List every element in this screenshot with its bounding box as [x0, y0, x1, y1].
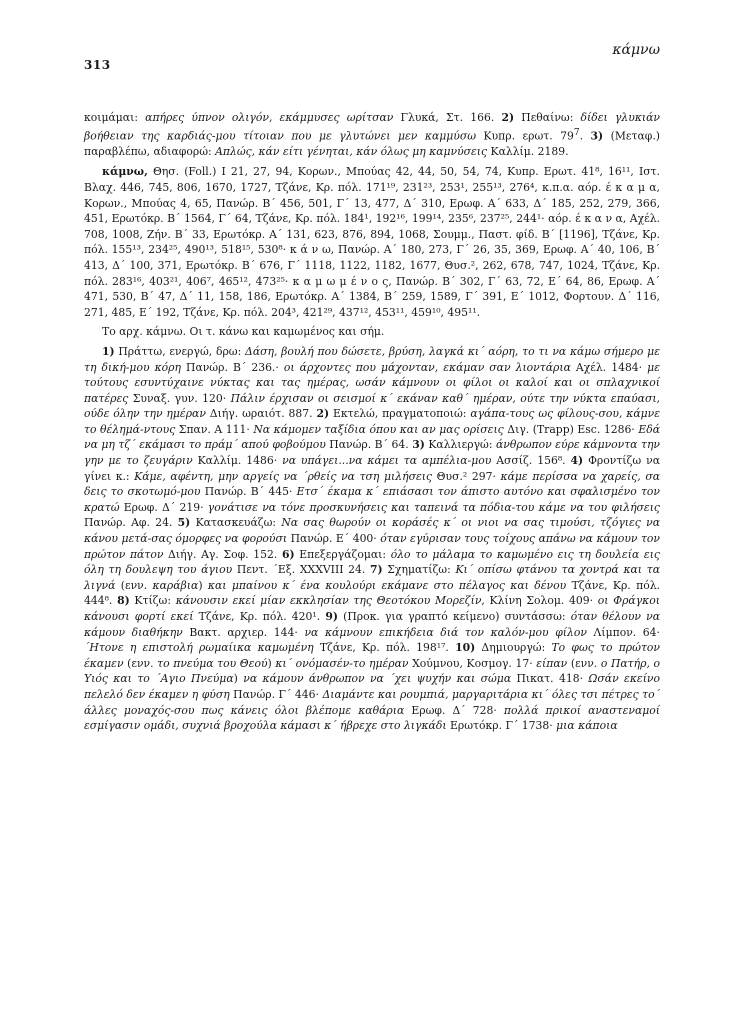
running-head: κάμνω: [612, 42, 660, 58]
entry-references: Θησ. (Foll.) Ι 21, 27, 94, Κορων., Μπούας 42, 44, 50, 54, 74, Κυπρ. Ερωτ. 41⁸, 16¹¹, Ιστ. Βλαχ. 446, 745, 806, 1670, 1727, Τζάνε, Κρ. πόλ. 171¹⁹, 231²³, 253¹, 255¹³, 276⁴, κ.π.α. αόρ. έ κ α μ α, Κορων., Μπούας 4, 65, Πανώρ. Β΄ 456, 501, Γ΄ 13, 477, Δ΄ 310, Ερωφ. Α΄ 633, Δ΄ 185, 252, 279, 366, 451, Ερωτόκρ. Β΄ 1564, Γ΄ 64, Τζάνε, Κρ. πόλ. 184¹, 192¹⁶, 199¹⁴, 235⁶, 237²⁵, 244¹· αόρ. έ κ α ν α, Αχέλ. 708, 1008, Ζήν. Β΄ 33, Ερωτόκρ. Α΄ 131, 623, 876, 894, 1068, Σουμμ., Παστ. φίδ. Β΄ [1196], Τζάνε, Κρ. πόλ. 155¹³, 234²⁵, 490¹³, 518¹⁵, 530⁸· κ ά ν ω, Πανώρ. Α΄ 180, 273, Γ΄ 26, 35, 369, Ερωφ. Α΄ 40, 106, Β΄ 413, Δ΄ 100, 371, Ερωτόκρ. Β΄ 676, Γ΄ 1118, 1122, 1182, 1677, Θυσ.², 262, 678, 747, 1024, Τζάνε, Κρ. πόλ. 283¹⁶, 403²¹, 406⁷, 465¹², 473²⁵· κ α μ ω μ έ ν ο ς, Πανώρ. Β΄ 302, Γ΄ 63, 72, Ε΄ 64, 86, Ερωφ. Α΄ 471, 530, Β΄ 47, Δ΄ 11, 158, 186, Ερωτόκρ. Α΄ 1384, Β΄ 259, 1589, Γ΄ 391, Ε΄ 1012, Φορτουν. Δ΄ 116, 271, 485, Ε΄ 192, Τζάνε, Κρ. πόλ. 204³, 421²⁹, 437¹², 453¹¹, 459¹⁰, 495¹¹.: [84, 165, 660, 319]
senses-paragraph: 1) Πράττω, ενεργώ, δρω: Δάση, βουλή που δώσετε, βρύση, λαγκά κι΄ αόρη, το τι να κάμω σήμερο με τη δική-μου κόρη Πανώρ. Β΄ 236.· οι άρχοντες που μάχονταν, εκάμαν σαν λιοντάρια Αχέλ. 1484· με τούτους εσυντύχαινε νύκτας και τας ημέρας, ωσάν κάμνουν οι φίλοι οι καλοί και οι σπλαχνικοί πατέρες Συναξ. γυν. 120· Πάλιν έρχισαν οι σεισμοί κ΄ εκάναν καθ΄ ημέραν, ούτε την νύκτα επαύασι, ούδε όλην την ημέραν Διήγ. ωραιότ. 887. 2) Εκτελώ, πραγματοποιώ: αγάπα-τους ως φίλους-σου, κάμνε το θέλημά-ντους Σπαν. Α 111· Να κάμομεν ταξίδια όπου και αν μας ορίσεις Διγ. (Trapp) Esc. 1286· Εδά να μη τζ΄ εκάμασι το πράμ΄ απού φοβούμου Πανώρ. Β΄ 64. 3) Καλλιεργώ: άνθρωπον εύρε κάμνοντα την γην με το ζευγάριν Καλλίμ. 1486· να υπάγει...να κάμει τα αμπέλια-μου Ασσίζ. 156⁸. 4) Φροντίζω να γίνει κ.: Κάμε, αφέντη, μην αργείς να ΄ρθείς να τση μιλήσεις Θυσ.² 297· κάμε περίσσα να χαρείς, σα δεις το σκοτωμό-μου Πανώρ. Β΄ 445· Ετσ΄ έκαμα κ΄ επιάσασι τον άπιστο αυτόνο και σφαλισμένο τον κρατώ Ερωφ. Δ΄ 219· γονάτισε να τόνε προσκυνήσεις και ταπεινά τα πόδια-του κάμε να του φιλήσεις Πανώρ. Αφ. 24. 5) Κατασκευάζω: Να σας θωρούν οι κοράσές κ΄ οι νιοι να σας τιμούσι, τζόγιες να κάνου μετά-σας όμορφες να φορούσι Πανώρ. Ε΄ 400· όταν εγύρισαν τους τοίχους απάνω να κάμουν τον πρώτον πάτον Διήγ. Αγ. Σοφ. 152. 6) Επεξεργάζομαι: όλο το μάλαμα το καμωμένο εις τη δουλεία εις όλη τη δουλεψη του άγιου Πεντ. ΄Εξ. ΧΧΧVIII 24. 7) Σχηματίζω: Κι΄ οπίσω φτάνου τα χοντρά και τα λιγνά (ενν. καράβια) και μπαίνου κ΄ ένα κουλούρι εκάμανε στο πέλαγος και δένου Τζάνε, Κρ. πόλ. 444⁸. 8) Κτίζω: κάνουσιν εκεί μίαν εκκλησίαν της Θεοτόκου Μορεζίν, Κλίνη Σολομ. 409· οι Φράγκοι κάνουσι φορτί εκεί Τζάνε, Κρ. πόλ. 420¹. 9) (Προκ. για γραπτό κείμενο) συντάσσω: όταν θέλουν να κάμουν διαθήκην Βακτ. αρχιερ. 144· να κάμνουν επικήδεια διά τον καλόν-μου φίλον Λίμπον. 64· ΄Ητονε η επιστολή ρωμαίικα καμωμένη Τζάνε, Κρ. πόλ. 198¹⁷. 10) Δημιουργώ: Το φως το πρώτον έκαμεν (ενν. το πνεύμα του Θεού) κι΄ ονόμασέν-το ημέραν Χούμνου, Κοσμογ. 17· είπαν (ενν. ο Πατήρ, ο Υιός και το ΄Αγιο Πνεύμα) να κάμουν άνθρωπον να ΄χει ψυχήν και σώμα Πικατ. 418· Ωσάν εκείνο πελελό δεν έκαμεν η φύση Πανώρ. Γ΄ 446· Διαμάντε και ρουμπιά, μαργαριτάρια κι΄ όλες τσι πέτρες το΄ άλλες μοναχός-σου πως κάνεις όλοι βλέπομε καθάρια Ερωφ. Δ΄ 728· πολλά πρικοί αναστεναμοί εσμίγασιν ομάδι, συχνιά βροχούλα κάμασι κ΄ ήβρεχε στο λιγκάδι Ερωτόκρ. Γ΄ 1738· μια κάποια: [84, 344, 661, 733]
etymology-paragraph: Το αρχ. κάμνω. Οι τ. κάνω και καμωμένος και σήμ.: [102, 325, 385, 339]
entry-head-paragraph: [84, 164, 660, 320]
entry-text: [84, 110, 660, 734]
page-header: [84, 42, 660, 76]
continuation-paragraph: κοιμάμαι: απήρες ύπνον ολιγόν, εκάμμυσες ωρίτσαν Γλυκά, Στ. 166. 2) Πεθαίνω: δίδει γλυκιάν βοήθειαν της καρδιάς-μου τίτοιαν που με γλυτώνει μεν καμμύσω Κυπρ. ερωτ. $79^7$. 3) (Μεταφ.) παραβλέπω, αδιαφορώ: Απλώς, κάν είτι γένηται, κάν όλως μη καμνύσεις Καλλίμ. 2189.: [84, 111, 660, 158]
page-number: 313: [84, 58, 111, 72]
headword: κάμνω,: [102, 165, 148, 179]
